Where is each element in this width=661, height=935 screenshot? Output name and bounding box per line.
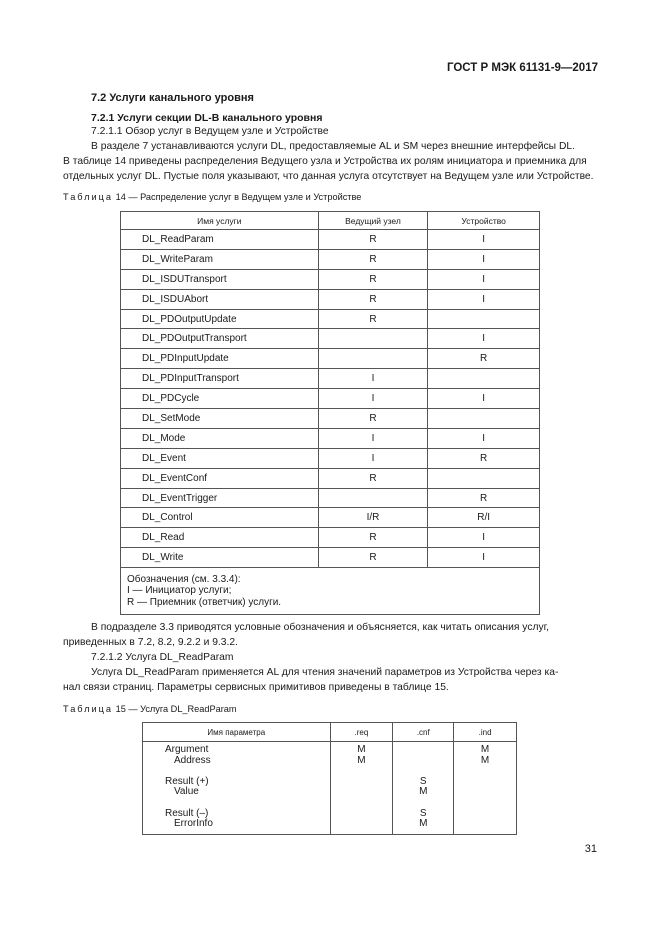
- table-row: [121, 488, 540, 508]
- master-role-cell: R: [318, 249, 428, 269]
- device-role-cell: [428, 468, 540, 488]
- table-caption: [63, 704, 237, 714]
- cnf-value: M: [419, 818, 428, 830]
- table-row: [121, 448, 540, 468]
- section-heading: 7.2 Услуги канального уровня: [91, 92, 254, 104]
- master-role-cell: [318, 349, 428, 369]
- device-role-cell: [428, 309, 540, 329]
- master-role-cell: R: [318, 528, 428, 548]
- parameter-name-cell: [143, 742, 331, 835]
- notes-row: [121, 568, 540, 615]
- table-caption: [63, 192, 361, 202]
- table-row: [121, 528, 540, 548]
- paragraph-line: В разделе 7 устанавливаются услуги DL, предоставляемые AL и SM через внешние интерфейсы DL.: [91, 141, 575, 152]
- device-role-cell: I: [428, 249, 540, 269]
- table-row: [121, 329, 540, 349]
- master-role-cell: I: [318, 428, 428, 448]
- table-row: [121, 309, 540, 329]
- device-role-cell: I: [428, 230, 540, 250]
- cnf-value: S: [419, 807, 427, 819]
- table-row: [121, 349, 540, 369]
- clause-title: 7.2.1.2 Услуга DL_ReadParam: [91, 652, 234, 663]
- master-role-cell: [318, 329, 428, 349]
- table-row: [121, 369, 540, 389]
- legend-line: I — Инициатор услуги;: [127, 585, 232, 597]
- cnf-cell: [393, 742, 454, 835]
- master-role-cell: R: [318, 409, 428, 429]
- ind-value: M: [480, 744, 490, 755]
- subsection-heading: 7.2.1 Услуги секции DL-B канального уровня: [91, 112, 323, 124]
- cnf-value: S: [419, 775, 427, 787]
- column-header: Имя параметра: [143, 723, 331, 742]
- req-value: M: [357, 744, 366, 755]
- table-row: [121, 249, 540, 269]
- page-number: 31: [584, 843, 597, 855]
- table-row: [121, 409, 540, 429]
- legend-line: R — Приемник (ответчик) услуги.: [127, 596, 282, 608]
- service-name-cell: DL_PDInputTransport: [121, 369, 319, 389]
- parameter-name: Result (+): [165, 775, 209, 787]
- service-name-cell: DL_PDOutputTransport: [121, 329, 319, 349]
- table-header-row: [143, 723, 517, 742]
- column-header: Ведущий узел: [318, 212, 428, 230]
- cnf-value: M: [419, 786, 428, 798]
- parameter-subname: ErrorInfo: [174, 818, 213, 830]
- table-header-row: [121, 212, 540, 230]
- table-row: [121, 468, 540, 488]
- ind-cell: [454, 742, 517, 835]
- table-row: [121, 230, 540, 250]
- table-row: [121, 389, 540, 409]
- column-header: .req: [330, 723, 393, 742]
- service-name-cell: DL_ISDUTransport: [121, 269, 319, 289]
- device-role-cell: [428, 369, 540, 389]
- paragraph-line: В подразделе 3.3 приводятся условные обозначения и объясняется, как читать описания услуг,: [91, 622, 550, 633]
- document-header: ГОСТ Р МЭК 61131-9—2017: [446, 62, 598, 74]
- device-role-cell: I: [428, 329, 540, 349]
- service-name-cell: DL_Write: [121, 548, 319, 568]
- column-header: .cnf: [393, 723, 454, 742]
- primitive-parameters-table: [142, 722, 517, 835]
- master-role-cell: R: [318, 289, 428, 309]
- master-role-cell: R: [318, 468, 428, 488]
- device-role-cell: R/I: [428, 508, 540, 528]
- master-role-cell: I: [318, 369, 428, 389]
- service-name-cell: DL_PDInputUpdate: [121, 349, 319, 369]
- device-role-cell: I: [428, 528, 540, 548]
- device-role-cell: R: [428, 488, 540, 508]
- master-role-cell: I: [318, 448, 428, 468]
- paragraph-line: нал связи страниц. Параметры сервисных примитивов приведены в таблице 15.: [63, 682, 449, 693]
- paragraph-line: Услуга DL_ReadParam применяется AL для чтения значений параметров из Устройства через ка-: [91, 667, 559, 678]
- master-role-cell: [318, 488, 428, 508]
- ind-value: M: [480, 754, 490, 766]
- service-name-cell: DL_Mode: [121, 428, 319, 448]
- service-name-cell: DL_EventConf: [121, 468, 319, 488]
- clause-title: 7.2.1.1 Обзор услуг в Ведущем узле и Устройстве: [91, 126, 329, 137]
- service-name-cell: DL_Read: [121, 528, 319, 548]
- service-name-cell: DL_ISDUAbort: [121, 289, 319, 309]
- device-role-cell: I: [428, 548, 540, 568]
- service-name-cell: DL_Event: [121, 448, 319, 468]
- table-row: [121, 548, 540, 568]
- service-name-cell: DL_SetMode: [121, 409, 319, 429]
- legend-cell: [121, 568, 540, 615]
- master-role-cell: R: [318, 269, 428, 289]
- master-role-cell: R: [318, 548, 428, 568]
- device-role-cell: I: [428, 269, 540, 289]
- table-row: [121, 428, 540, 448]
- master-role-cell: R: [318, 309, 428, 329]
- device-role-cell: I: [428, 389, 540, 409]
- req-cell: [330, 742, 393, 835]
- legend-line: Обозначения (см. 3.3.4):: [127, 573, 241, 585]
- parameter-name: Argument: [165, 744, 209, 755]
- parameter-subname: Value: [174, 786, 199, 798]
- service-name-cell: DL_WriteParam: [121, 249, 319, 269]
- device-role-cell: I: [428, 428, 540, 448]
- device-role-cell: I: [428, 289, 540, 309]
- parameter-name: Result (–): [165, 807, 209, 819]
- service-name-cell: DL_Control: [121, 508, 319, 528]
- column-header: Устройство: [428, 212, 540, 230]
- caption-word: Таблица: [63, 192, 114, 202]
- device-role-cell: R: [428, 349, 540, 369]
- parameter-subname: Address: [174, 754, 211, 766]
- paragraph-line: отдельных услуг DL. Пустые поля указывают, что данная услуга отсутствует на Ведущем узле или Устройстве.: [63, 171, 594, 182]
- paragraph-line: приведенных в 7.2, 8.2, 9.2.2 и 9.3.2.: [63, 637, 238, 648]
- device-role-cell: [428, 409, 540, 429]
- caption-text: 15 — Услуга DL_ReadParam: [115, 704, 237, 714]
- caption-text: 14 — Распределение услуг в Ведущем узле и Устройстве: [115, 192, 362, 202]
- service-distribution-table: [120, 211, 540, 615]
- table-row: [121, 289, 540, 309]
- req-value: M: [357, 754, 366, 766]
- column-header: .ind: [454, 723, 517, 742]
- caption-word: Таблица: [63, 704, 114, 714]
- table-row: [143, 742, 517, 835]
- column-header: Имя услуги: [121, 212, 319, 230]
- service-name-cell: DL_ReadParam: [121, 230, 319, 250]
- device-role-cell: R: [428, 448, 540, 468]
- table-row: [121, 269, 540, 289]
- service-name-cell: DL_PDOutputUpdate: [121, 309, 319, 329]
- service-name-cell: DL_EventTrigger: [121, 488, 319, 508]
- service-name-cell: DL_PDCycle: [121, 389, 319, 409]
- master-role-cell: I/R: [318, 508, 428, 528]
- paragraph-line: В таблице 14 приведены распределения Ведущего узла и Устройства их ролям инициатора и приемника для: [63, 156, 587, 167]
- master-role-cell: R: [318, 230, 428, 250]
- master-role-cell: I: [318, 389, 428, 409]
- table-row: [121, 508, 540, 528]
